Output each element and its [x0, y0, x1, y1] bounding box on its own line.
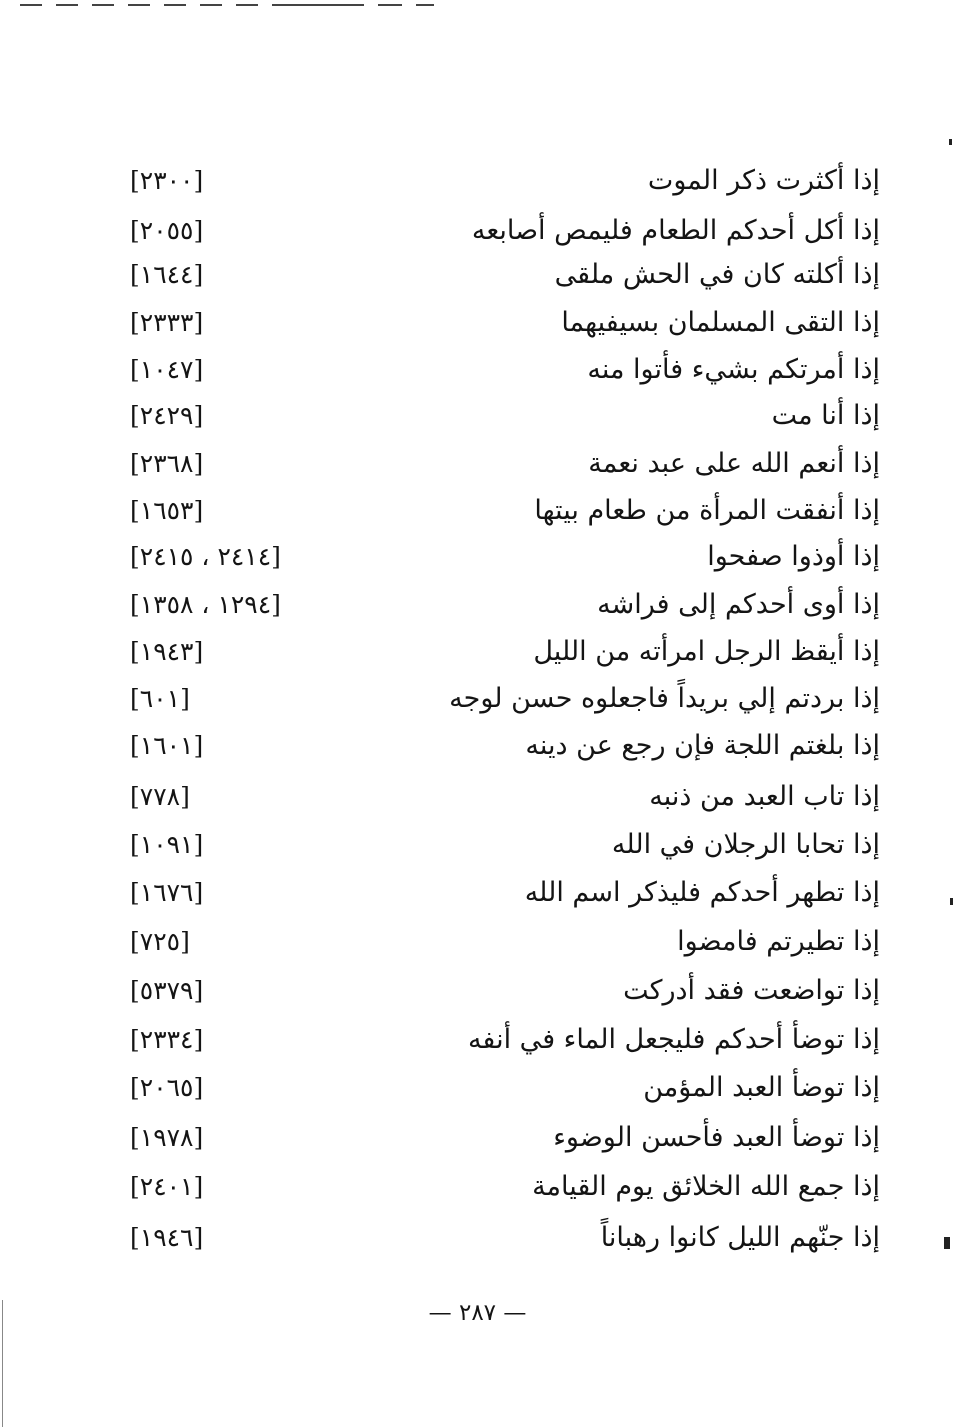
index-entry — [0, 391, 955, 441]
entry-phrase: إذا تاب العبد من ذنبه — [649, 781, 880, 812]
entry-phrase: إذا توضأ العبد فأحسن الوضوء — [553, 1122, 880, 1153]
entry-phrase: إذا بلغتم اللجة فإن رجع عن دينه — [525, 730, 880, 761]
entry-reference: [١٠٤٧] — [130, 355, 204, 384]
entry-reference: [٢٣٣٤] — [130, 1025, 204, 1054]
index-entry — [0, 627, 955, 677]
entry-reference: [١٠٩١] — [130, 830, 204, 859]
index-entry — [0, 439, 955, 489]
index-entry — [0, 156, 955, 206]
entry-reference: [٢٣٣٣] — [130, 308, 204, 337]
entry-phrase: إذا بردتم إلي بريداً فاجعلوه حسن لوجه — [449, 683, 880, 714]
index-entry — [0, 1063, 955, 1113]
entry-reference: [٢٤٢٩] — [130, 401, 204, 430]
entry-phrase: إذا أوى أحدكم إلى فراشه — [597, 589, 880, 620]
index-entry — [0, 580, 955, 630]
index-entry — [0, 820, 955, 870]
index-entry — [0, 298, 955, 348]
page-number: — ٢٨٧ — — [428, 1300, 527, 1326]
index-entry — [0, 966, 955, 1016]
entry-phrase: إذا أوذوا صفحوا — [707, 541, 880, 572]
entry-phrase: إذا أنا مت — [771, 400, 880, 431]
index-entry — [0, 772, 955, 822]
entry-reference: [١٦٤٤] — [130, 260, 204, 289]
index-entry — [0, 1113, 955, 1163]
index-entry — [0, 721, 955, 771]
index-entry — [0, 206, 955, 256]
entry-phrase: إذا توضأ العبد المؤمن — [643, 1072, 880, 1103]
entry-phrase: إذا أيقظ الرجل امرأته من الليل — [533, 636, 880, 667]
entry-phrase: إذا أكل أحدكم الطعام فليمص أصابعه — [471, 215, 880, 246]
entry-phrase: إذا تطهر أحدكم فليذكر اسم الله — [524, 877, 880, 908]
index-entry — [0, 486, 955, 536]
entry-phrase: إذا تواضعت فقد أدركت — [623, 975, 880, 1006]
entry-phrase: إذا أمرتكم بشيء فأتوا منه — [587, 354, 880, 385]
index-entry — [0, 1015, 955, 1065]
entry-phrase: إذا أكثرت ذكر الموت — [647, 165, 880, 196]
entry-reference: [٧٢٥] — [130, 927, 190, 956]
entry-reference: [١٦٥٣] — [130, 496, 204, 525]
entry-reference: [١٦٧٦] — [130, 878, 204, 907]
entry-phrase: إذا توضأ أحدكم فليجعل الماء في أنفه — [467, 1024, 880, 1055]
index-entry — [0, 1162, 955, 1212]
index-entry — [0, 250, 955, 300]
entry-reference: [٢٣٠٠] — [130, 166, 204, 195]
index-entry — [0, 917, 955, 967]
entry-phrase: إذا التقى المسلمان بسيفيهما — [561, 307, 880, 338]
entry-reference: [٧٧٨] — [130, 782, 190, 811]
entry-reference: [٢٤٠١] — [130, 1172, 204, 1201]
index-entry — [0, 1213, 955, 1263]
index-entry — [0, 868, 955, 918]
entry-reference: [٢٤١٤ ، ٢٤١٥] — [130, 542, 281, 571]
entry-phrase: إذا جنّهم الليل كانوا رهباناً — [600, 1222, 880, 1253]
index-entry — [0, 674, 955, 724]
entry-phrase: إذا تطيرتم فامضوا — [677, 926, 880, 957]
entry-reference: [٢٠٦٥] — [130, 1073, 204, 1102]
entry-reference: [٢٠٥٥] — [130, 216, 204, 245]
entry-phrase: إذا تحابا الرجلان في الله — [611, 829, 880, 860]
entry-reference: [٢٣٦٨] — [130, 449, 204, 478]
entry-reference: [١٩٧٨] — [130, 1123, 204, 1152]
entry-reference: [١٦٠١] — [130, 731, 204, 760]
index-entry — [0, 345, 955, 395]
entry-reference: [٦٠١] — [130, 684, 190, 713]
entry-reference: [٥٣٧٩] — [130, 976, 204, 1005]
entry-phrase: إذا جمع الله الخلائق يوم القيامة — [532, 1171, 880, 1202]
entry-phrase: إذا أنعم الله على عبد نعمة — [588, 448, 880, 479]
entry-reference: [١٢٩٤ ، ١٣٥٨] — [130, 590, 281, 619]
entry-phrase: إذا أكلته كان في الحش ملقى — [554, 259, 880, 290]
entry-reference: [١٩٤٣] — [130, 637, 204, 666]
index-entry — [0, 532, 955, 582]
entry-phrase: إذا أنفقت المرأة من طعام بيتها — [534, 495, 880, 526]
entry-reference: [١٩٤٦] — [130, 1223, 204, 1252]
